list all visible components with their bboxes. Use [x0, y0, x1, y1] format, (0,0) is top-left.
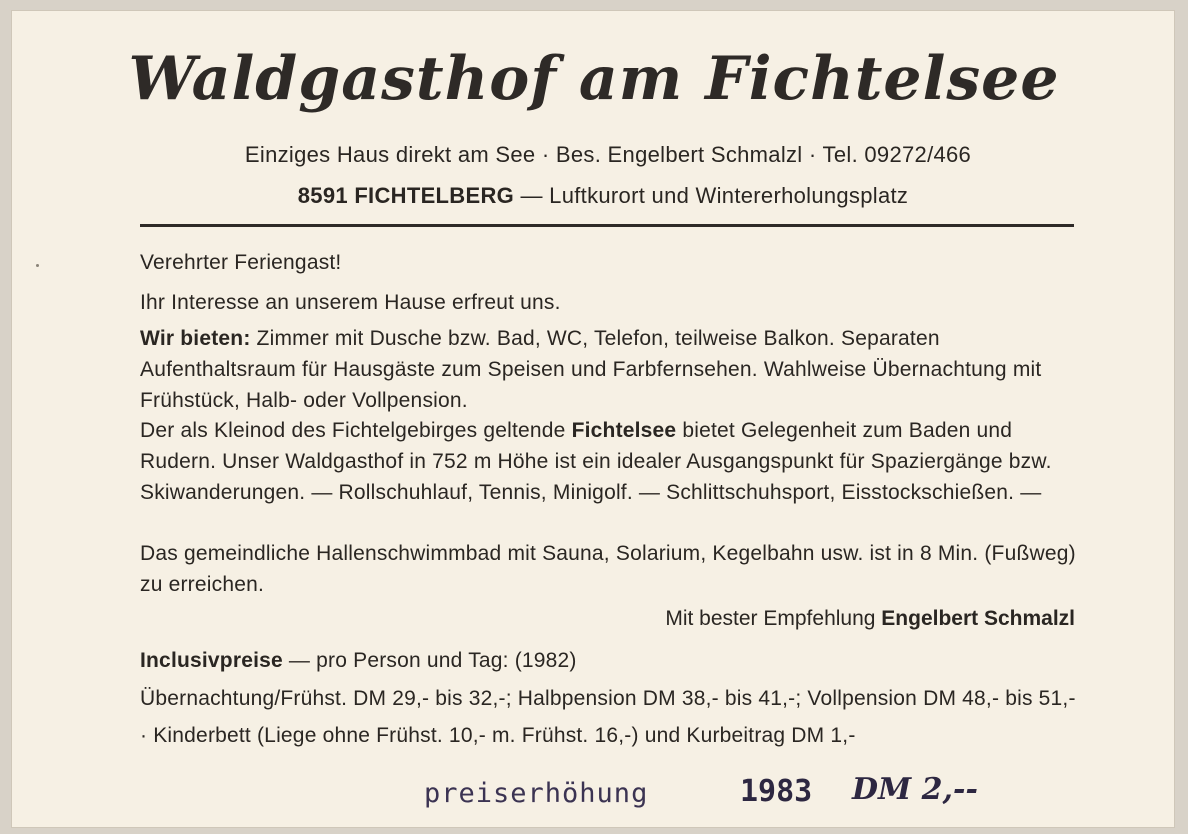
- prices-text: Übernachtung/Frühst. DM 29,- bis 32,-; Halbpension DM 38,- bis 41,-; Vollpension DM 48,- bis 51,- · Kinderbett (Liege ohne Frühst. 10,- m. Frühst. 16,-) und Kurbeitrag DM 1,-: [140, 687, 1076, 747]
- offer-paragraph: [140, 323, 1080, 416]
- lake-text-post: bietet Gelegenheit zum Baden und Rudern. Unser Waldgasthof in 752 m Höhe ist ein idealer Ausgangspunkt für Spaziergänge bzw. Skiwanderungen. — Rollschuhlauf, Tennis, Minigolf. — Schlittschuhsport, Eisstockschießen. —: [140, 419, 1052, 504]
- lake-name: Fichtelsee: [571, 419, 677, 442]
- prices-heading: [140, 645, 1080, 676]
- lake-text-pre: Der als Kleinod des Fichtelgebirges geltende: [140, 419, 572, 442]
- greeting: Verehrter Feriengast!: [140, 251, 342, 274]
- paper-speck: [36, 264, 39, 267]
- stamp-year: 1983: [740, 774, 813, 809]
- lake-paragraph: [140, 415, 1080, 508]
- address-town: 8591 FICHTELBERG: [297, 183, 515, 208]
- address-line: [0, 183, 1188, 209]
- pool-paragraph: Das gemeindliche Hallenschwimmbad mit Sauna, Solarium, Kegelbahn usw. ist in 8 Min. (Fußweg) zu erreichen.: [140, 542, 1076, 596]
- owner-contact-line: Einziges Haus direkt am See · Bes. Engelbert Schmalzl · Tel. 09272/466: [244, 142, 972, 167]
- intro-text: Ihr Interesse an unserem Hause erfreut uns.: [140, 291, 561, 314]
- offer-text: Zimmer mit Dusche bzw. Bad, WC, Telefon, teilweise Balkon. Separaten Aufenthaltsraum für Hausgäste zum Speisen und Farbfernsehen. Wahlweise Übernachtung mit Frühstück, Halb- oder Vollpension.: [140, 327, 1042, 412]
- prices-label: Inclusivpreise: [140, 649, 283, 672]
- hotel-title: Waldgasthof am Fichtelsee: [128, 44, 1060, 114]
- address-tagline: — Luftkurort und Wintererholungsplatz: [514, 183, 909, 208]
- prices-subtitle: — pro Person und Tag: (1982): [282, 649, 577, 672]
- handwritten-surcharge: DM 2,--: [852, 772, 978, 807]
- header-divider: [140, 224, 1074, 227]
- offer-label: Wir bieten:: [140, 327, 251, 350]
- signature-greeting: Mit bester Empfehlung: [665, 607, 882, 630]
- price-increase-stamp: preiserhöhung: [424, 778, 649, 809]
- signature-line: [665, 603, 1075, 634]
- signature-name: Engelbert Schmalzl: [881, 607, 1075, 630]
